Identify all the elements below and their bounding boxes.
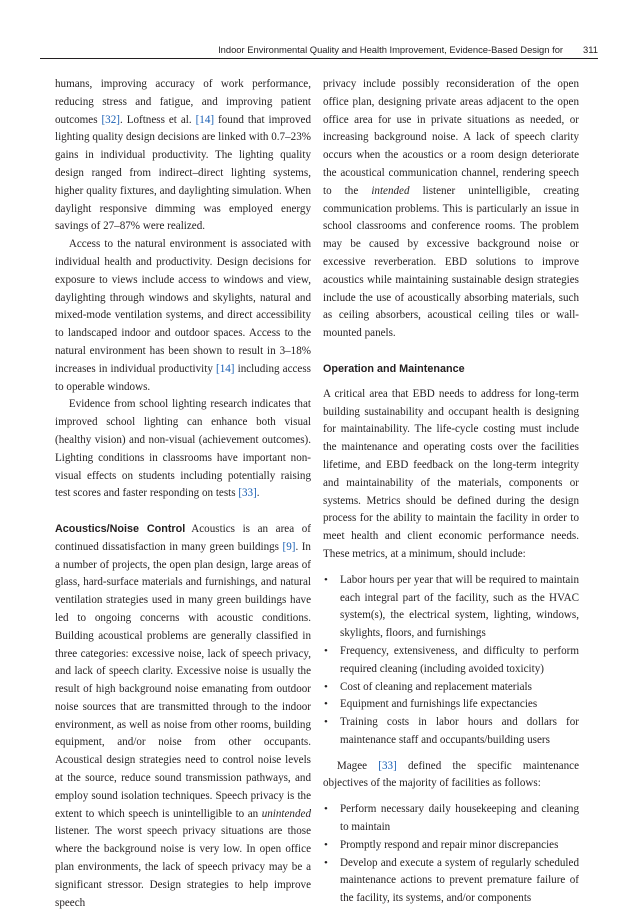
bullet-icon: •	[324, 838, 328, 851]
citation-link[interactable]: [33]	[378, 759, 397, 772]
objectives-list	[323, 801, 579, 908]
list-item: • Develop and execute a system of regularly scheduled maintenance actions to prevent premature failure of the facility, its systems, and/or components	[324, 856, 579, 905]
list-item: • Cost of cleaning and replacement materials	[323, 679, 579, 697]
list-item: • Labor hours per year that will be required to maintain each integral part of the facility, such as the HVAC system(s), the electrical system, lighting, windows, skylights, floors, and furnishings	[324, 573, 579, 640]
left-column	[55, 76, 311, 912]
bullet-icon: •	[324, 716, 328, 729]
list-item: • Promptly respond and repair minor discrepancies	[323, 837, 579, 855]
list-item: • Training costs in labor hours and dollars for maintenance staff and occupants/building users	[324, 716, 579, 746]
list-item: • Frequency, extensiveness, and difficulty to perform required cleaning (including avoided toxicity)	[324, 644, 579, 675]
running-head	[40, 44, 598, 59]
paragraph-lighting: humans, improving accuracy of work performance, reducing stress and fatigue, and improving patient outcomes [32]. Loftness et al. [14] found that improved lighting quality design decisions are linked with 0.7–23% gains in individual productivity. The lighting quality design ranged from indirect–direct lighting systems, higher quality fixtures, and daylighting simulation. When daylight responsive dimming was employed energy savings of 27–87% were realized.	[55, 78, 312, 233]
citation-link[interactable]: [32]	[101, 113, 120, 126]
list-item: • Perform necessary daily housekeeping and cleaning to maintain	[324, 803, 579, 834]
page-number: 311	[583, 44, 598, 55]
citation-link[interactable]: [14]	[195, 113, 215, 126]
paragraph-acoustics: Acoustics/Noise Control Acoustics is an area of continued dissatisfaction in many green buildings [9]. In a number of projects, the open plan design, large areas of glass, hard-surface materials and furnishings, and natural ventilation strategies used in many green buildings have led to ongoing concerns with acoustic conditions. Building acoustical problems are generally classified in three categories: excessive noise, lack of speech privacy, and lack of speech clarity. Excessive noise is usually the result of high background noise emanating from outdoor noise sources that are transmitted through to the indoor environment, as well as noise from other rooms, building equipment, and/or noise from other occupants. Acoustical design strategies need to control noise levels at the source, reduce sound transmission pathways, and employ sound isolation techniques. Speech privacy is the extent to which speech is unintelligible to an unintended listener. The worst speech privacy situations are those where the background noise is very low. In open office plan environments, the lack of speech privacy may be a significant stressor. Design strategies to help improve speech	[55, 522, 311, 909]
bullet-icon: •	[324, 803, 328, 816]
bullet-icon: •	[324, 698, 328, 711]
citation-link[interactable]: [14]	[216, 362, 235, 375]
citation-link[interactable]: [9]	[282, 540, 296, 553]
bullet-icon: •	[324, 680, 328, 693]
paragraph-school-lighting: Evidence from school lighting research indicates that improved school lighting can enhance both visual (healthy vision) and non-visual (achievement outcomes). Lighting conditions in classrooms have important non-visual effects on students including potentially raising test scores and faster responding on tests [33].	[55, 398, 311, 500]
bullet-icon: •	[324, 644, 328, 657]
paragraph-natural-environment: Access to the natural environment is associated with individual health and productivity. Design decisions for exposure to views include access to windows and view, daylighting through windows and skylights, natural and mixed-mode ventilation systems, and direct accessibility to landscaped indoor and outdoor spaces. Access to the natural environment has been shown to result in 3–18% increases in individual productivity [14] including access to operable windows.	[55, 238, 311, 393]
citation-link[interactable]: [33]	[238, 487, 257, 500]
paragraph-maintainability: A critical area that EBD needs to address for long-term building sustainability and occupant health is designing for maintainability. The life-cycle costing must include the maintenance and operating costs over the facilities lifetime, and EBD feedback on the long-term integrity and maintainability of the materials, components or systems. Metrics should be defined during the design process for the ability to maintain the facility in order to meet health and client economic performance needs. These metrics, at a minimum, should include:	[323, 387, 579, 560]
paragraph-magee: Magee [33] defined the specific maintenance objectives of the majority of facilities as follows:	[323, 759, 579, 790]
metrics-list	[323, 572, 579, 750]
right-column	[323, 76, 579, 916]
bullet-icon: •	[324, 856, 328, 869]
section-heading-operation: Operation and Maintenance	[323, 362, 465, 375]
running-title: Indoor Environmental Quality and Health Improvement, Evidence-Based Design for	[218, 44, 564, 55]
list-item: • Equipment and furnishings life expectancies	[323, 696, 579, 714]
paragraph-speech-privacy: privacy include possibly reconsideration of the open office plan, designing private areas adjacent to the open office area for use in private situations as needed, or increasing background noise. A lack of speech clarity occurs when the acoustics or a room design deteriorate the acoustical communication channel, rendering speech to the intended listener unintelligible, creating communication problems. This is particularly an issue in school classrooms and conference rooms. The problem may be caused by excessive background noise or excessive reverberation. EBD solutions to improve acoustics while maintaining sustainable design strategies include the use of acoustically absorbing materials, such as ceiling absorbers, acoustical ceiling tiles or wall-mounted panels.	[323, 78, 579, 340]
run-in-heading-acoustics: Acoustics/Noise Control	[55, 522, 186, 535]
bullet-icon: •	[324, 573, 328, 586]
